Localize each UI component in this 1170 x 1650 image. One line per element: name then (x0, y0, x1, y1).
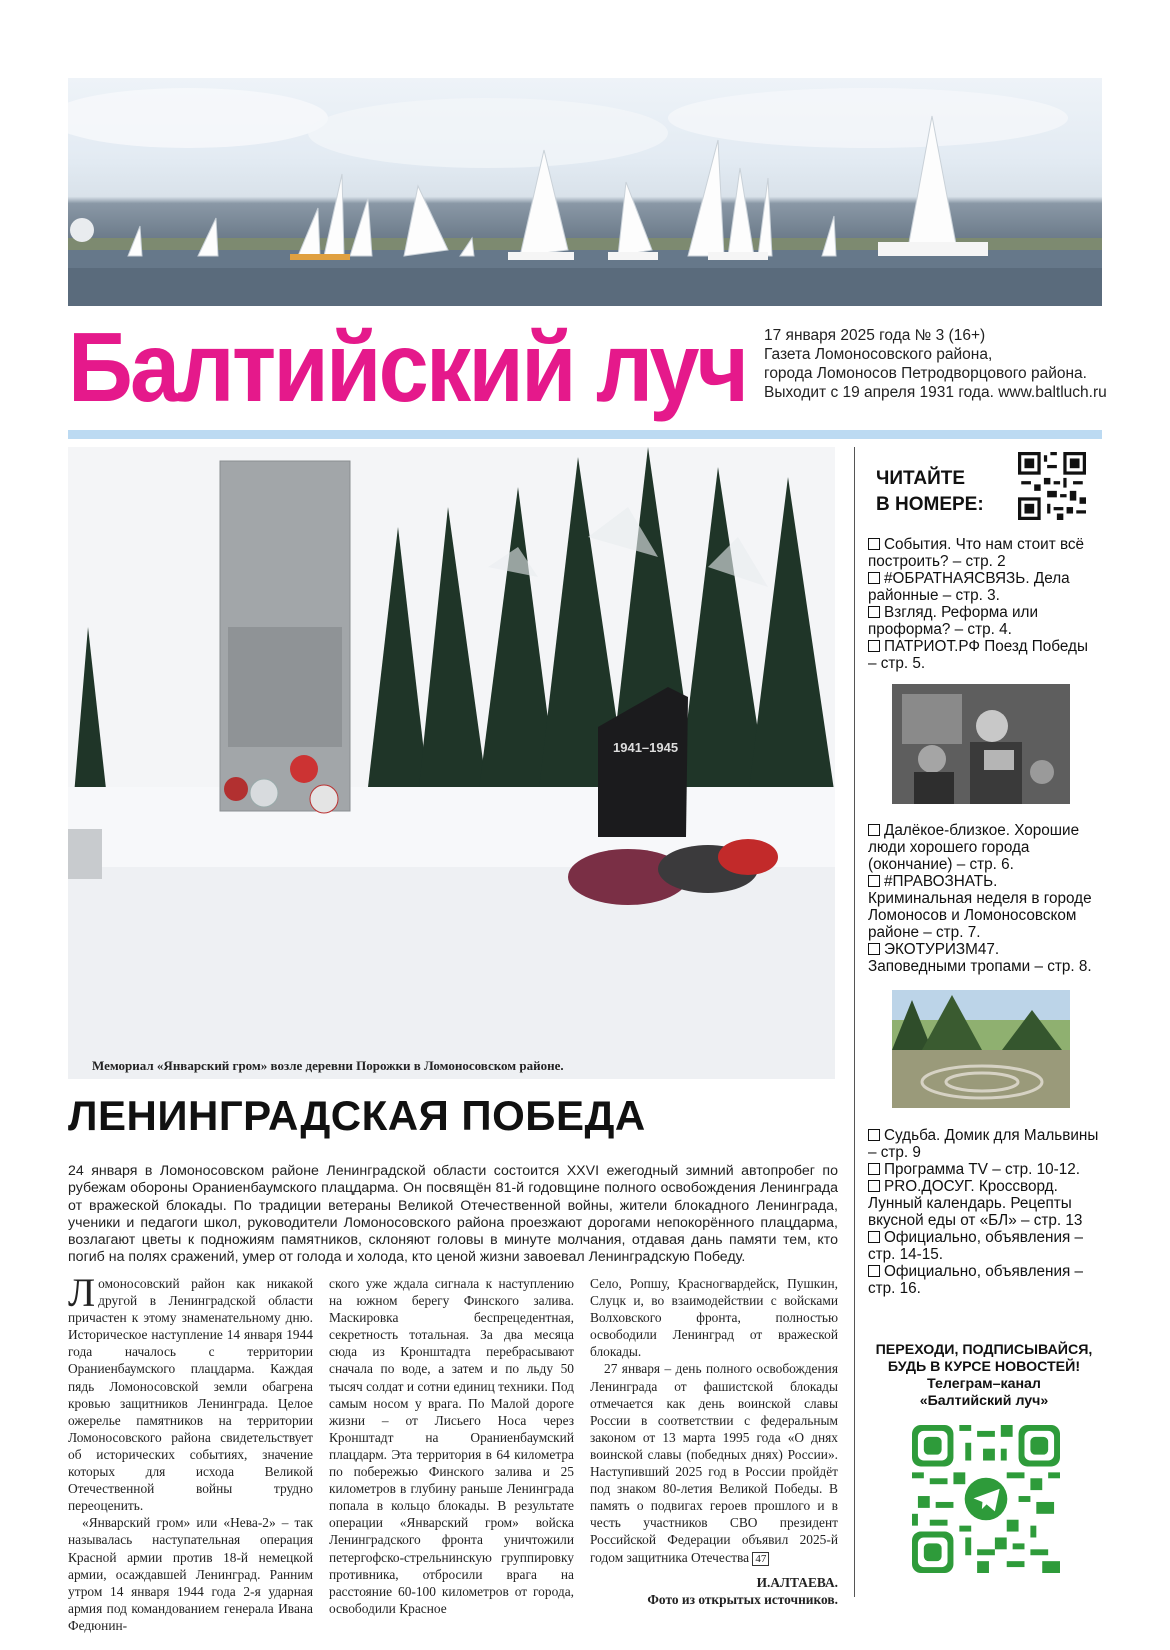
checkbox-icon (868, 1163, 880, 1175)
subscribe-line2: БУДЬ В КУРСЕ НОВОСТЕЙ! (887, 1359, 1081, 1375)
subscribe-line1: ПЕРЕХОДИ, ПОДПИСЫВАЙСЯ, (875, 1342, 1093, 1358)
photo-caption: Мемориал «Январский гром» возле деревни Порожки в Ломоносовском районе. (92, 1058, 564, 1073)
sidebar-photo-forest (892, 990, 1070, 1108)
sidebar-divider (854, 447, 855, 1597)
sidebar-list-a (868, 536, 1100, 672)
sidebar-item[interactable]: PRO.ДОСУГ. Кроссворд. Лунный календарь. Рецепты вкусной еды от «БЛ» – стр. 13 (868, 1178, 1083, 1229)
issue-publisher: Газета Ломоносовского района, (764, 346, 993, 363)
article-lead: 24 января в Ломоносовском районе Ленинградской области состоится XXVI ежегодный зимний автопробег по рубежам обороны Ораниенбаумского плацдарма. Он посвящён 81-й годовщине полного освобождения Ленинграда от вражеской блокады. По традиции ветераны Великой Отечественной войны, жители блокадного Ленинграда, ученики и педагоги школ, руководители Ломоносовского района проезжают дорогами непокорённого плацдарма, возлагают цветы к подножиям памятников, склоняют головы в минуте молчания, отдавая дань памяти тем, кто погиб на полях сражений, умер от голода и холода, кто ценой жизни завоевал Ленинградскую Победу. (68, 1163, 838, 1266)
col3-paragraph-2: 27 января – день полного освобождения Ленинграда от фашистской блокады отмечается как день воинской славы России в соответствии с федеральным законом от 13 марта 1995 года «О днях воинской славы (победных днях) России». Наступивший 2025 год в России пройдёт под знаком 80-летия Великой Победы. В память о подвигах героев прошлого и в честь участников СВО президент Российской Федерации объявил 2025-й годом защитника Отечества (590, 1361, 838, 1565)
col2-paragraph-1: ского уже ждала сигнала к наступлению на южном берегу Финского залива. Маскировка беспрецедентная, секретность тотальная. За два месяца сюда из Кронштадта перебрасывают сначала по воде, а затем и по льду 50 тысяч солдат и сотни единиц техники. Под самым носом у врага. По Малой дороге жизни – от Лисьего Носа через Кронштадт на Ораниенбаумский плацдарм. Эта территория в 64 километра по побережью Финского залива и 25 километров в глубину раньше Ленинграда попала в кольцо блокады. В результате операции «Январский гром» войска Ленинградского фронта уничтожили петергофско-стрельнинскую группировку противника, отбросили врага на расстояние 60-100 километров от города, освободили Красное (329, 1276, 574, 1616)
sidebar-item[interactable]: Судьба. Домик для Мальвины – стр. 9 (868, 1127, 1099, 1161)
article-author: И.АЛТАЕВА. (756, 1574, 838, 1590)
sidebar-item[interactable]: #ОБРАТНАЯСВЯЗЬ. Дела районные – стр. 3. (868, 570, 1070, 604)
col3-paragraph-1: Село, Ропшу, Красногвардейск, Пушкин, Слуцк и, во взаимодействии с войсками Волховского фронта, полностью освободили Ленинград от вражеской блокады. (590, 1276, 838, 1360)
sidebar-list-b (868, 822, 1100, 975)
photo-credit: Фото из открытых источников. (647, 1591, 838, 1607)
checkbox-icon (868, 640, 880, 652)
telegram-qr-code-icon[interactable] (912, 1425, 1060, 1573)
issue-info (764, 326, 1107, 402)
checkbox-icon (868, 875, 880, 887)
checkbox-icon (868, 538, 880, 550)
sidebar-item[interactable]: ПАТРИОТ.РФ Поезд Победы – стр. 5. (868, 638, 1088, 672)
checkbox-icon (868, 1180, 880, 1192)
issue-since-website: Выходит с 19 апреля 1931 года. www.baltluch.ru (764, 384, 1107, 401)
sidebar-item[interactable]: События. Что нам стоит всё построить? – стр. 2 (868, 536, 1085, 570)
main-photo-memorial (68, 447, 835, 1079)
sidebar-item[interactable]: Официально, объявления – стр. 14-15. (868, 1229, 1084, 1263)
checkbox-icon (868, 572, 880, 584)
checkbox-icon (868, 1265, 880, 1277)
subscribe-line3: Телеграм–канал (927, 1376, 1041, 1392)
page-ref-box: 47 (752, 1552, 769, 1566)
checkbox-icon (868, 606, 880, 618)
checkbox-icon (868, 1231, 880, 1243)
issue-publisher-city: города Ломоносов Петродворцового района. (764, 365, 1087, 382)
sidebar-item[interactable]: Взгляд. Реформа или проформа? – стр. 4. (868, 604, 1039, 638)
sidebar-title-line2: В НОМЕРЕ: (876, 494, 984, 515)
sidebar-photo-film-still (892, 684, 1070, 804)
sidebar-item[interactable]: Далёкое-близкое. Хорошие люди хорошего города (окончание) – стр. 6. (868, 822, 1080, 873)
sidebar-item[interactable]: ЭКОТУРИЗМ47. Заповедными тропами – стр. 8. (868, 941, 1092, 975)
checkbox-icon (868, 1129, 880, 1141)
article-column-3 (590, 1275, 838, 1608)
article-column-2 (329, 1275, 574, 1617)
col1-paragraph-1: омоносовский район как никакой другой в Ленинградской области причастен к этому знаменательному дню. Историческое наступление 14 января 1944 года началось с территории Ораниенбаумского плацдарма. Каждая пядь Ломоносовской земли обагрена кровью защитников Ленинграда. Целое ожерелье памятников на территории Ломоносовского района свидетельствует об исторических событиях, значение которых для исхода Великой Отечественной войны трудно переоценить. (68, 1276, 313, 1514)
sidebar-item[interactable]: #ПРАВОЗНАТЬ. Криминальная неделя в городе Ломоносов и Ломоносовском районе – стр. 7. (868, 873, 1092, 941)
issue-date-number: 17 января 2025 года № 3 (16+) (764, 327, 986, 344)
article-headline: ЛЕНИНГРАДСКАЯ ПОБЕДА (68, 1092, 646, 1139)
sidebar-item[interactable]: Программа TV – стр. 10-12. (868, 1161, 1100, 1178)
checkbox-icon (868, 943, 880, 955)
subscribe-line4: «Балтийский луч» (919, 1393, 1049, 1409)
sidebar-item[interactable]: Официально, объявления – стр. 16. (868, 1263, 1084, 1297)
sidebar-list-c (868, 1127, 1100, 1297)
banner-photo-regatta (68, 78, 1102, 306)
masthead-divider (68, 430, 1102, 439)
qr-code-small-icon[interactable] (1018, 452, 1086, 520)
svg-text:1941–1945: 1941–1945 (613, 740, 679, 755)
article-column-1 (68, 1270, 313, 1634)
sidebar-title-line1: ЧИТАЙТЕ (876, 468, 966, 489)
dropcap: Л (68, 1270, 96, 1315)
col1-paragraph-2: «Январский гром» или «Нева-2» – так называлась наступательная операция Красной армии против 18-й немецкой армии, осаждавшей Ленинград. Ранним утром 14 января 1944 года 2-я ударная армия под командованием генерала Ивана Федюнин- (68, 1515, 313, 1633)
subscribe-block (868, 1342, 1100, 1410)
sidebar-title (876, 466, 984, 518)
newspaper-title: Балтийский луч (68, 312, 747, 422)
checkbox-icon (868, 824, 880, 836)
